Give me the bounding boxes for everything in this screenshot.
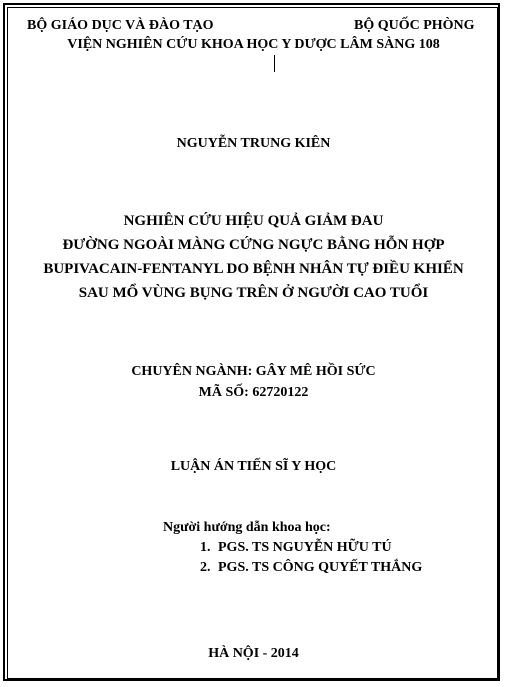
advisor-item: 2. PGS. TS CÔNG QUYẾT THẮNG [200, 560, 423, 575]
title-line-4: SAU MỔ VÙNG BỤNG TRÊN Ở NGƯỜI CAO TUỔI [78, 285, 429, 301]
advisors-heading: Người hướng dẫn khoa học: [163, 520, 331, 535]
title-line-2: ĐƯỜNG NGOÀI MÀNG CỨNG NGỰC BẰNG HỖN HỢP [62, 237, 445, 253]
specialty-label: CHUYÊN NGÀNH: GÂY MÊ HỒI SỨC [131, 364, 376, 379]
institute-name: VIỆN NGHIÊN CỨU KHOA HỌC Y DƯỢC LÂM SÀNG 108 [67, 37, 440, 52]
header-divider [274, 55, 275, 72]
ministry-left: BỘ GIÁO DỤC VÀ ĐÀO TẠO [27, 18, 214, 33]
title-line-1: NGHIÊN CỨU HIỆU QUẢ GIẢM ĐAU [123, 213, 384, 229]
author-name: NGUYỄN TRUNG KIÊN [176, 136, 331, 151]
advisor-item: 1. PGS. TS NGUYỄN HỮU TÚ [200, 540, 392, 555]
page-border-inner [7, 7, 498, 679]
specialty-code: MÃ SỐ: 62720122 [198, 385, 309, 400]
ministry-right: BỘ QUỐC PHÒNG [354, 18, 475, 33]
degree-title: LUẬN ÁN TIẾN SĨ Y HỌC [170, 459, 337, 474]
place-year: HÀ NỘI - 2014 [208, 646, 299, 661]
title-line-3: BUPIVACAIN-FENTANYL DO BỆNH NHÂN TỰ ĐIỀU KHIỂN [43, 261, 464, 277]
